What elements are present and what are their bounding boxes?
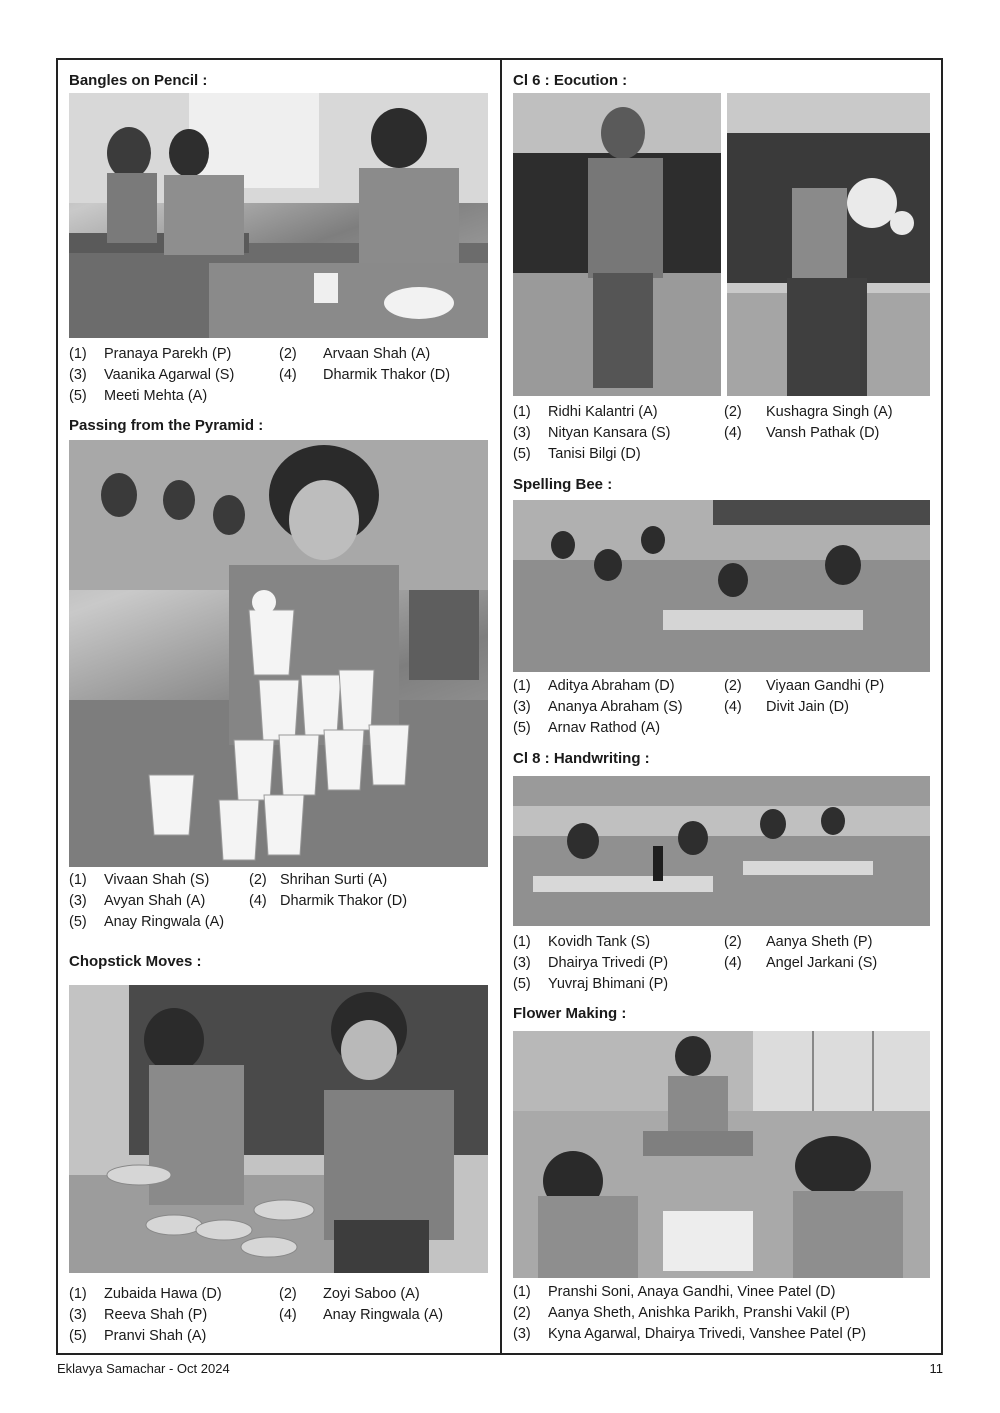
caption-row: (2) Aanya Sheth, Anishka Parikh, Pranshi Vakil (P) bbox=[513, 1303, 850, 1324]
footer-publication: Eklavya Samachar - Oct 2024 bbox=[57, 1361, 230, 1376]
caption-row: (1) Zubaida Hawa (D) (2) Zoyi Saboo (A) bbox=[69, 1284, 420, 1305]
caption-row: (3) Nityan Kansara (S) (4) Vansh Pathak (D) bbox=[513, 423, 879, 444]
winner-name: Vansh Pathak (D) bbox=[766, 425, 880, 441]
caption-row: (5) Arnav Rathod (A) bbox=[513, 718, 660, 739]
photo-flower-making bbox=[513, 1031, 930, 1278]
section-heading-spelling: Spelling Bee : bbox=[513, 476, 613, 493]
winner-name: Dharmik Thakor (D) bbox=[280, 893, 408, 909]
caption-row: (3) Ananya Abraham (S) (4) Divit Jain (D) bbox=[513, 697, 849, 718]
winner-name: Avyan Shah (A) bbox=[104, 893, 206, 909]
caption-row: (1) Aditya Abraham (D) (2) Viyaan Gandhi (P) bbox=[513, 676, 884, 697]
winner-name: Nityan Kansara (S) bbox=[548, 425, 671, 441]
caption-row: (5) Meeti Mehta (A) bbox=[69, 386, 207, 407]
winner-name: Pranvi Shah (A) bbox=[104, 1328, 207, 1344]
winner-name: Tanisi Bilgi (D) bbox=[548, 446, 641, 462]
winner-name: Reeva Shah (P) bbox=[104, 1307, 208, 1323]
winner-name: Anay Ringwala (A) bbox=[323, 1307, 444, 1323]
winner-name: Zoyi Saboo (A) bbox=[323, 1286, 420, 1302]
photo-chopstick-moves bbox=[69, 985, 488, 1273]
caption-row: (3) Reeva Shah (P) (4) Anay Ringwala (A) bbox=[69, 1305, 443, 1326]
caption-row: (5) Yuvraj Bhimani (P) bbox=[513, 974, 668, 995]
photo-elocution-1 bbox=[513, 93, 721, 396]
winner-name: Arnav Rathod (A) bbox=[548, 720, 661, 736]
caption-row: (3) Vaanika Agarwal (S) (4) Dharmik Thakor (D) bbox=[69, 365, 450, 386]
caption-row: (1) Ridhi Kalantri (A) (2) Kushagra Singh (A) bbox=[513, 402, 893, 423]
section-heading-bangles: Bangles on Pencil : bbox=[69, 72, 208, 89]
winner-name: Kushagra Singh (A) bbox=[766, 404, 893, 420]
photo-passing-from-pyramid bbox=[69, 440, 488, 867]
winner-name: Viyaan Gandhi (P) bbox=[766, 678, 885, 694]
winner-name: Zubaida Hawa (D) bbox=[104, 1286, 222, 1302]
footer-page-number: 11 bbox=[929, 1361, 943, 1376]
caption-row: (3) Dhairya Trivedi (P) (4) Angel Jarkani (S) bbox=[513, 953, 877, 974]
winner-name: Aanya Sheth, Anishka Parikh, Pranshi Vakil (P) bbox=[548, 1305, 850, 1321]
winner-name: Pranshi Soni, Anaya Gandhi, Vinee Patel (D) bbox=[548, 1284, 836, 1300]
caption-row: (3) Avyan Shah (A) (4) Dharmik Thakor (D) bbox=[69, 891, 407, 912]
caption-row: (5) Tanisi Bilgi (D) bbox=[513, 444, 641, 465]
winner-name: Shrihan Surti (A) bbox=[280, 872, 388, 888]
winner-name: Vivaan Shah (S) bbox=[104, 872, 210, 888]
photo-spelling-bee bbox=[513, 500, 930, 672]
winner-name: Arvaan Shah (A) bbox=[323, 346, 431, 362]
caption-row: (5) Anay Ringwala (A) bbox=[69, 912, 224, 933]
winner-name: Angel Jarkani (S) bbox=[766, 955, 878, 971]
winner-name: Dhairya Trivedi (P) bbox=[548, 955, 669, 971]
winner-name: Kyna Agarwal, Dhairya Trivedi, Vanshee Patel (P) bbox=[548, 1326, 867, 1342]
caption-row: (3) Kyna Agarwal, Dhairya Trivedi, Vanshee Patel (P) bbox=[513, 1324, 866, 1345]
winner-name: Yuvraj Bhimani (P) bbox=[548, 976, 669, 992]
winner-name: Meeti Mehta (A) bbox=[104, 388, 208, 404]
winner-name: Aditya Abraham (D) bbox=[548, 678, 675, 694]
photo-elocution-2 bbox=[727, 93, 930, 396]
winner-name: Kovidh Tank (S) bbox=[548, 934, 651, 950]
winner-name: Ananya Abraham (S) bbox=[548, 699, 683, 715]
photo-bangles-on-pencil bbox=[69, 93, 488, 338]
column-divider bbox=[500, 58, 502, 1355]
caption-row: (5) Pranvi Shah (A) bbox=[69, 1326, 206, 1347]
section-heading-chopstick: Chopstick Moves : bbox=[69, 953, 202, 970]
caption-row: (1) Vivaan Shah (S) (2) Shrihan Surti (A) bbox=[69, 870, 387, 891]
winner-name: Pranaya Parekh (P) bbox=[104, 346, 232, 362]
caption-row: (1) Kovidh Tank (S) (2) Aanya Sheth (P) bbox=[513, 932, 872, 953]
photo-handwriting bbox=[513, 776, 930, 926]
winner-name: Divit Jain (D) bbox=[766, 699, 849, 715]
section-heading-handwriting: Cl 8 : Handwriting : bbox=[513, 750, 650, 767]
section-heading-elocution: Cl 6 : Eocution : bbox=[513, 72, 628, 89]
caption-row: (1) Pranaya Parekh (P) (2) Arvaan Shah (A) bbox=[69, 344, 430, 365]
section-heading-flower: Flower Making : bbox=[513, 1005, 627, 1022]
winner-name: Dharmik Thakor (D) bbox=[323, 367, 451, 383]
winner-name: Vaanika Agarwal (S) bbox=[104, 367, 235, 383]
winner-name: Anay Ringwala (A) bbox=[104, 914, 225, 930]
caption-row: (1) Pranshi Soni, Anaya Gandhi, Vinee Patel (D) bbox=[513, 1282, 836, 1303]
winner-name: Ridhi Kalantri (A) bbox=[548, 404, 658, 420]
winner-name: Aanya Sheth (P) bbox=[766, 934, 873, 950]
section-heading-pyramid: Passing from the Pyramid : bbox=[69, 417, 264, 434]
